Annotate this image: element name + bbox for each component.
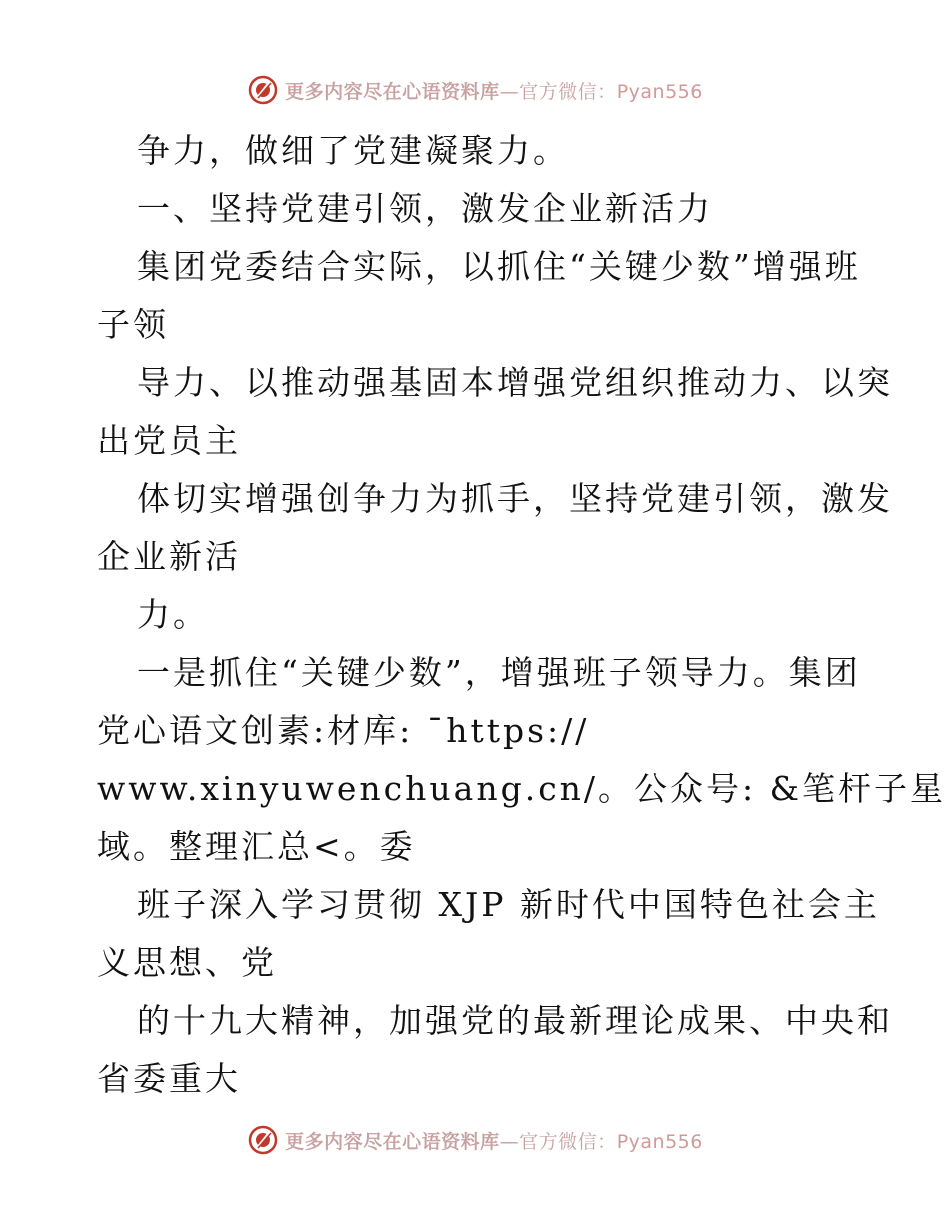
banner-wechat-label: 官方微信： bbox=[519, 80, 617, 103]
text-line: 子领 bbox=[97, 305, 169, 344]
banner-site-text: 更多内容尽在心语资料库 bbox=[285, 80, 500, 103]
text-line: 义思想、党 bbox=[97, 943, 277, 982]
banner-wechat-id: Pyan556 bbox=[616, 1130, 703, 1153]
text-line: 导力、以推动强基固本增强党组织推动力、以突 bbox=[137, 363, 893, 402]
document-body bbox=[97, 122, 947, 1108]
text-line: 一是抓住“关键少数”，增强班子领导力。集团 bbox=[137, 653, 861, 692]
footer-banner bbox=[0, 1120, 950, 1160]
text-line: 体切实增强创争力为抓手，坚持党建引领，激发 bbox=[137, 479, 893, 518]
banner-wechat-id: Pyan556 bbox=[616, 80, 703, 103]
banner-dash: — bbox=[499, 80, 520, 103]
text-line: 企业新活 bbox=[97, 537, 241, 576]
text-line: 的十九大精神，加强党的最新理论成果、中央和 bbox=[137, 1001, 893, 1040]
section-heading: 一、坚持党建引领，激发企业新活力 bbox=[137, 189, 713, 228]
text-line: 域。整理汇总<。委 bbox=[97, 827, 416, 866]
text-line: www.xinyuwenchuang.cn/。公众号: &笔杆子星 bbox=[97, 769, 947, 808]
text-line: 班子深入学习贯彻 XJP 新时代中国特色社会主 bbox=[137, 885, 880, 924]
text-line: 党心语文创素:材库: ¯https:// bbox=[97, 711, 590, 750]
banner-site-text: 更多内容尽在心语资料库 bbox=[285, 1130, 500, 1153]
banner-text bbox=[285, 77, 703, 104]
logo-icon bbox=[247, 74, 279, 106]
text-line: 集团党委结合实际，以抓住“关键少数”增强班 bbox=[137, 247, 861, 286]
banner-text bbox=[285, 1127, 703, 1154]
text-line: 出党员主 bbox=[97, 421, 241, 460]
text-line: 争力，做细了党建凝聚力。 bbox=[137, 131, 569, 170]
text-line: 省委重大 bbox=[97, 1059, 241, 1098]
text-line: 力。 bbox=[137, 595, 209, 634]
header-banner bbox=[0, 70, 950, 110]
banner-dash: — bbox=[499, 1130, 520, 1153]
logo-icon bbox=[247, 1124, 279, 1156]
banner-wechat-label: 官方微信： bbox=[519, 1130, 617, 1153]
